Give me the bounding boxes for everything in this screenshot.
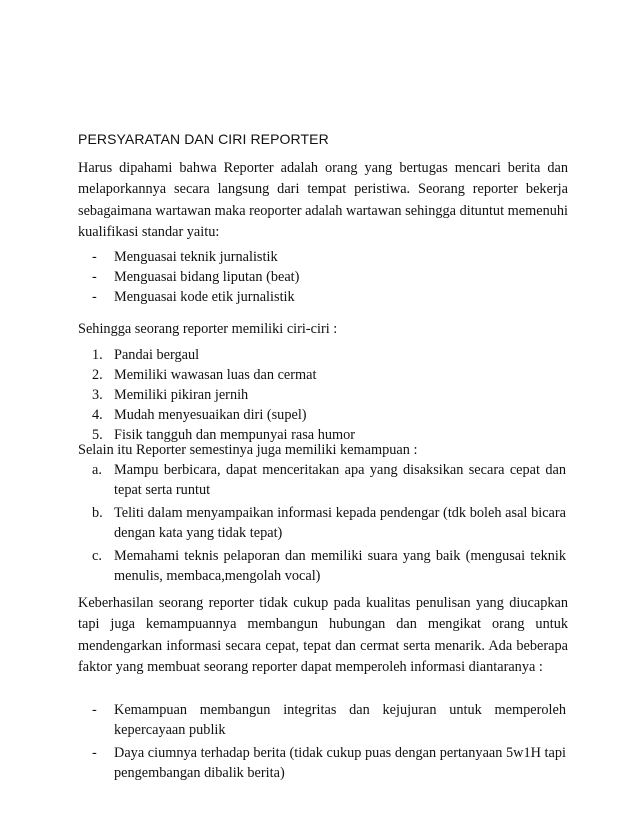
list-item: 2. Memiliki wawasan luas dan cermat: [92, 367, 317, 383]
list-item: - Daya ciumnya terhadap berita (tidak cukup puas dengan pertanyaan 5w1H tapi pengembangan dibalik berita): [92, 745, 566, 781]
success-paragraph: Keberhasilan seorang reporter tidak cukup pada kualitas penulisan yang diucapkan tapi juga kemampuannya membangun hubungan dan mengikat orang untuk mendengarkan informasi secara cepat, tepat dan cermat serta menarik. Ada beberapa faktor yang membuat seorang reporter dapat memperoleh informasi diantaranya :: [78, 595, 568, 676]
abilities-list: [92, 460, 566, 586]
traits-list: [92, 345, 355, 445]
list-item: 5. Fisik tangguh dan mempunyai rasa humor: [92, 427, 356, 443]
intro-paragraph: Harus dipahami bahwa Reporter adalah orang yang bertugas mencari berita dan melaporkannya secara langsung dari tempat peristiwa. Seorang reporter bekerja sebagaimana wartawan maka reoporter adalah wartawan sehingga dituntut memenuhi kualifikasi standar yaitu:: [78, 160, 568, 241]
page-title: PERSYARATAN DAN CIRI REPORTER: [78, 131, 329, 147]
traits-intro: Sehingga seorang reporter memiliki ciri-ciri :: [78, 321, 338, 337]
qualifications-list: [92, 247, 299, 307]
list-item: c. Memahami teknis pelaporan dan memiliki suara yang baik (mengusai teknik menulis, membaca,mengolah vocal): [92, 548, 566, 584]
list-item: - Menguasai kode etik jurnalistik: [92, 289, 295, 305]
factors-list: [92, 700, 566, 783]
list-item: - Kemampuan membangun integritas dan kejujuran untuk memperoleh kepercayaan publik: [92, 702, 566, 738]
list-item: 3. Memiliki pikiran jernih: [92, 387, 249, 403]
list-item: 1. Pandai bergaul: [92, 347, 200, 363]
list-item: b. Teliti dalam menyampaikan informasi kepada pendengar (tdk boleh asal bicara dengan kata yang tidak tepat): [92, 505, 566, 541]
list-item: - Menguasai teknik jurnalistik: [92, 249, 278, 265]
list-item: a. Mampu berbicara, dapat menceritakan apa yang disaksikan secara cepat dan tepat serta runtut: [92, 462, 566, 498]
list-item: - Menguasai bidang liputan (beat): [92, 269, 300, 285]
abilities-intro: Selain itu Reporter semestinya juga memiliki kemampuan :: [78, 442, 418, 458]
list-item: 4. Mudah menyesuaikan diri (supel): [92, 407, 307, 423]
